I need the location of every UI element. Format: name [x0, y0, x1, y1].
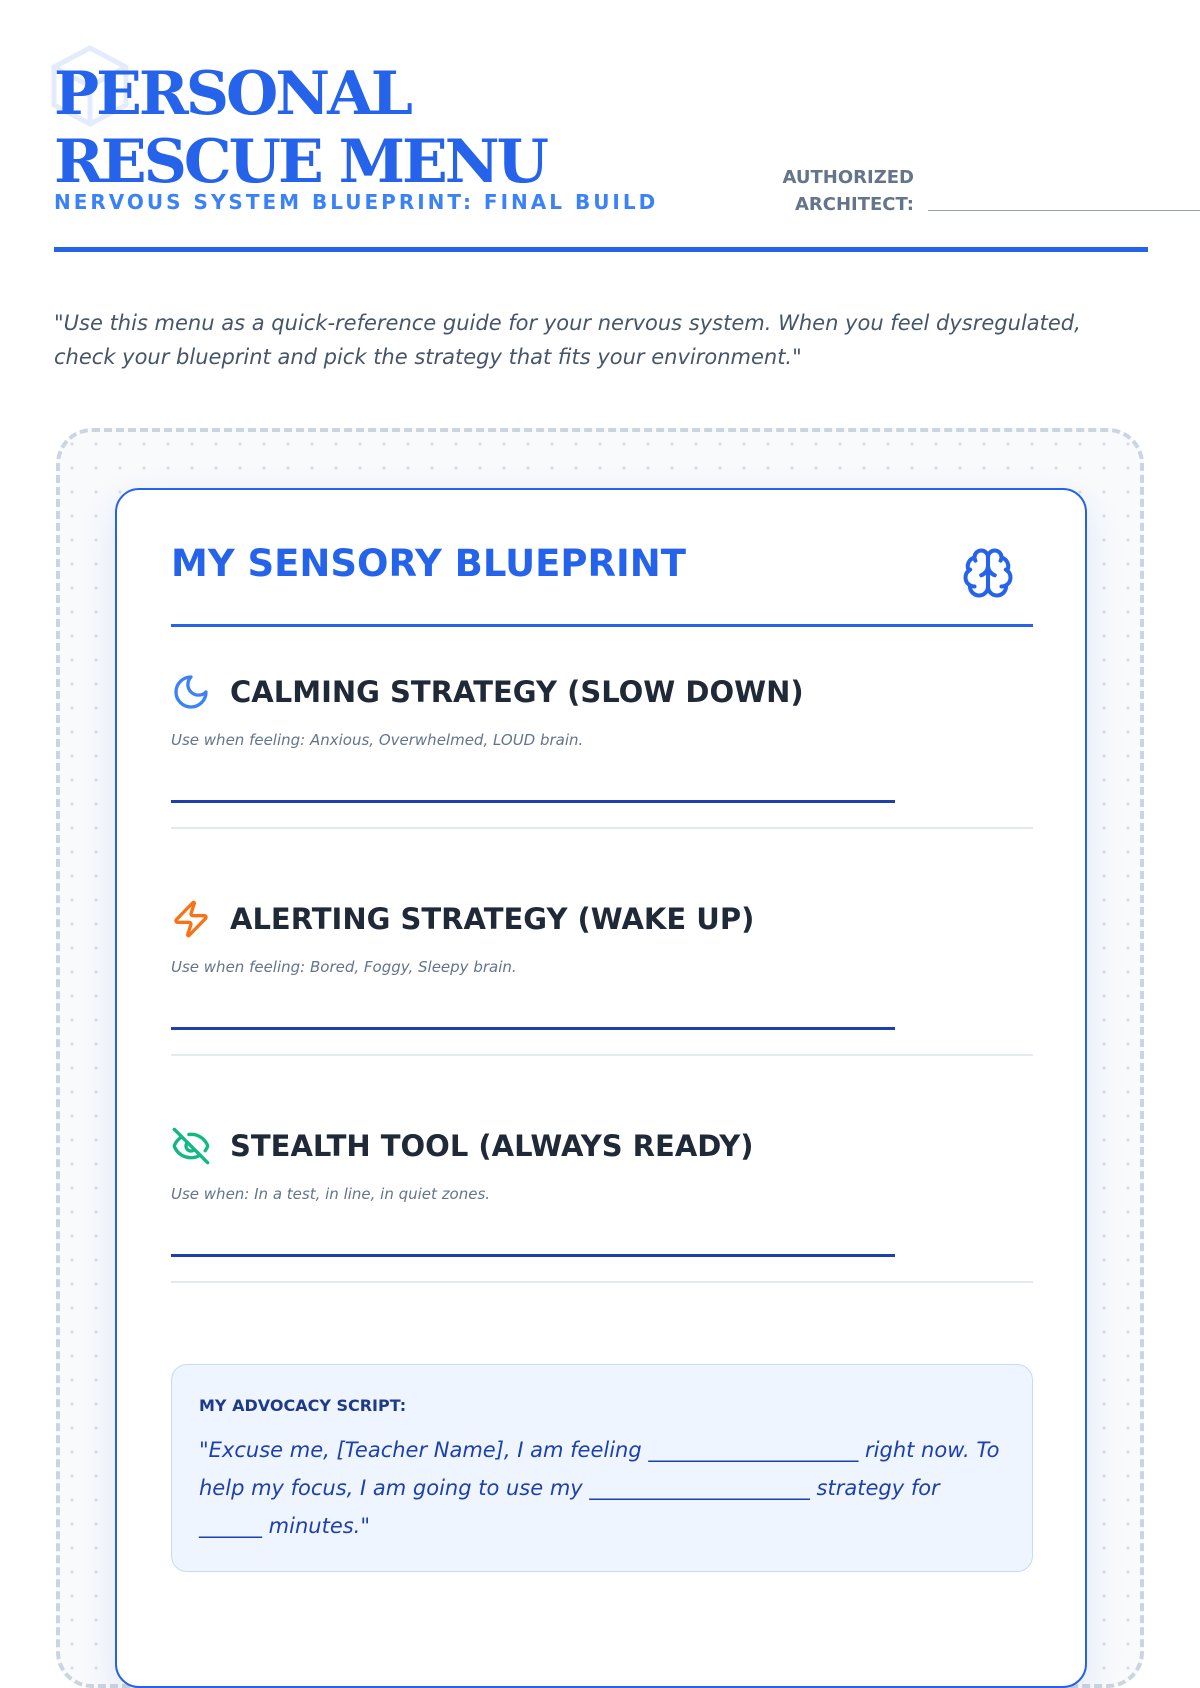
- header: [54, 40, 1148, 254]
- calming-strategy-answer-line[interactable]: [171, 800, 895, 803]
- blueprint-title: MY SENSORY BLUEPRINT: [171, 542, 686, 585]
- calming-strategy-section: [171, 672, 1033, 904]
- lightning-icon: [171, 899, 211, 939]
- brain-icon: [961, 546, 1015, 600]
- stealth-tool-hint: Use when: In a test, in line, in quiet zones.: [171, 1185, 491, 1203]
- header-divider: [54, 247, 1148, 252]
- eye-off-icon: [171, 1126, 211, 1166]
- architect-signature-field: [724, 164, 1148, 224]
- architect-label: AUTHORIZED ARCHITECT:: [782, 167, 914, 215]
- alerting-strategy-answer-line[interactable]: [171, 1027, 895, 1030]
- intro-quote: "Use this menu as a quick-reference guide for your nervous system. When you feel dysregulated, check your blueprint and pick the strategy that fits your environment.": [54, 311, 1081, 369]
- alerting-strategy-section: [171, 899, 1033, 1131]
- architect-signature-line[interactable]: [928, 210, 1200, 211]
- advocacy-script-text[interactable]: "Excuse me, [Teacher Name], I am feeling ____________________ right now. To help my focus, I am going to use my _____________________ strategy for ______ minutes.": [199, 1438, 1000, 1538]
- stealth-tool-title: STEALTH TOOL (ALWAYS READY): [230, 1129, 754, 1163]
- blueprint-divider: [171, 624, 1033, 627]
- alerting-strategy-title: ALERTING STRATEGY (WAKE UP): [230, 902, 755, 936]
- page-subtitle: NERVOUS SYSTEM BLUEPRINT: FINAL BUILD: [54, 190, 659, 214]
- calming-strategy-title: CALMING STRATEGY (SLOW DOWN): [230, 675, 804, 709]
- sensory-blueprint-card: [115, 488, 1087, 1688]
- stealth-tool-answer-line[interactable]: [171, 1254, 895, 1257]
- page-title: PERSONAL RESCUE MENU: [54, 59, 546, 197]
- section-divider: [171, 827, 1033, 829]
- section-divider: [171, 1281, 1033, 1283]
- calming-strategy-hint: Use when feeling: Anxious, Overwhelmed, LOUD brain.: [171, 731, 584, 749]
- stealth-tool-section: [171, 1126, 1033, 1358]
- moon-icon: [171, 672, 211, 712]
- advocacy-script-label: MY ADVOCACY SCRIPT:: [199, 1396, 407, 1415]
- advocacy-script-box: [171, 1364, 1033, 1572]
- section-divider: [171, 1054, 1033, 1056]
- alerting-strategy-hint: Use when feeling: Bored, Foggy, Sleepy brain.: [171, 958, 517, 976]
